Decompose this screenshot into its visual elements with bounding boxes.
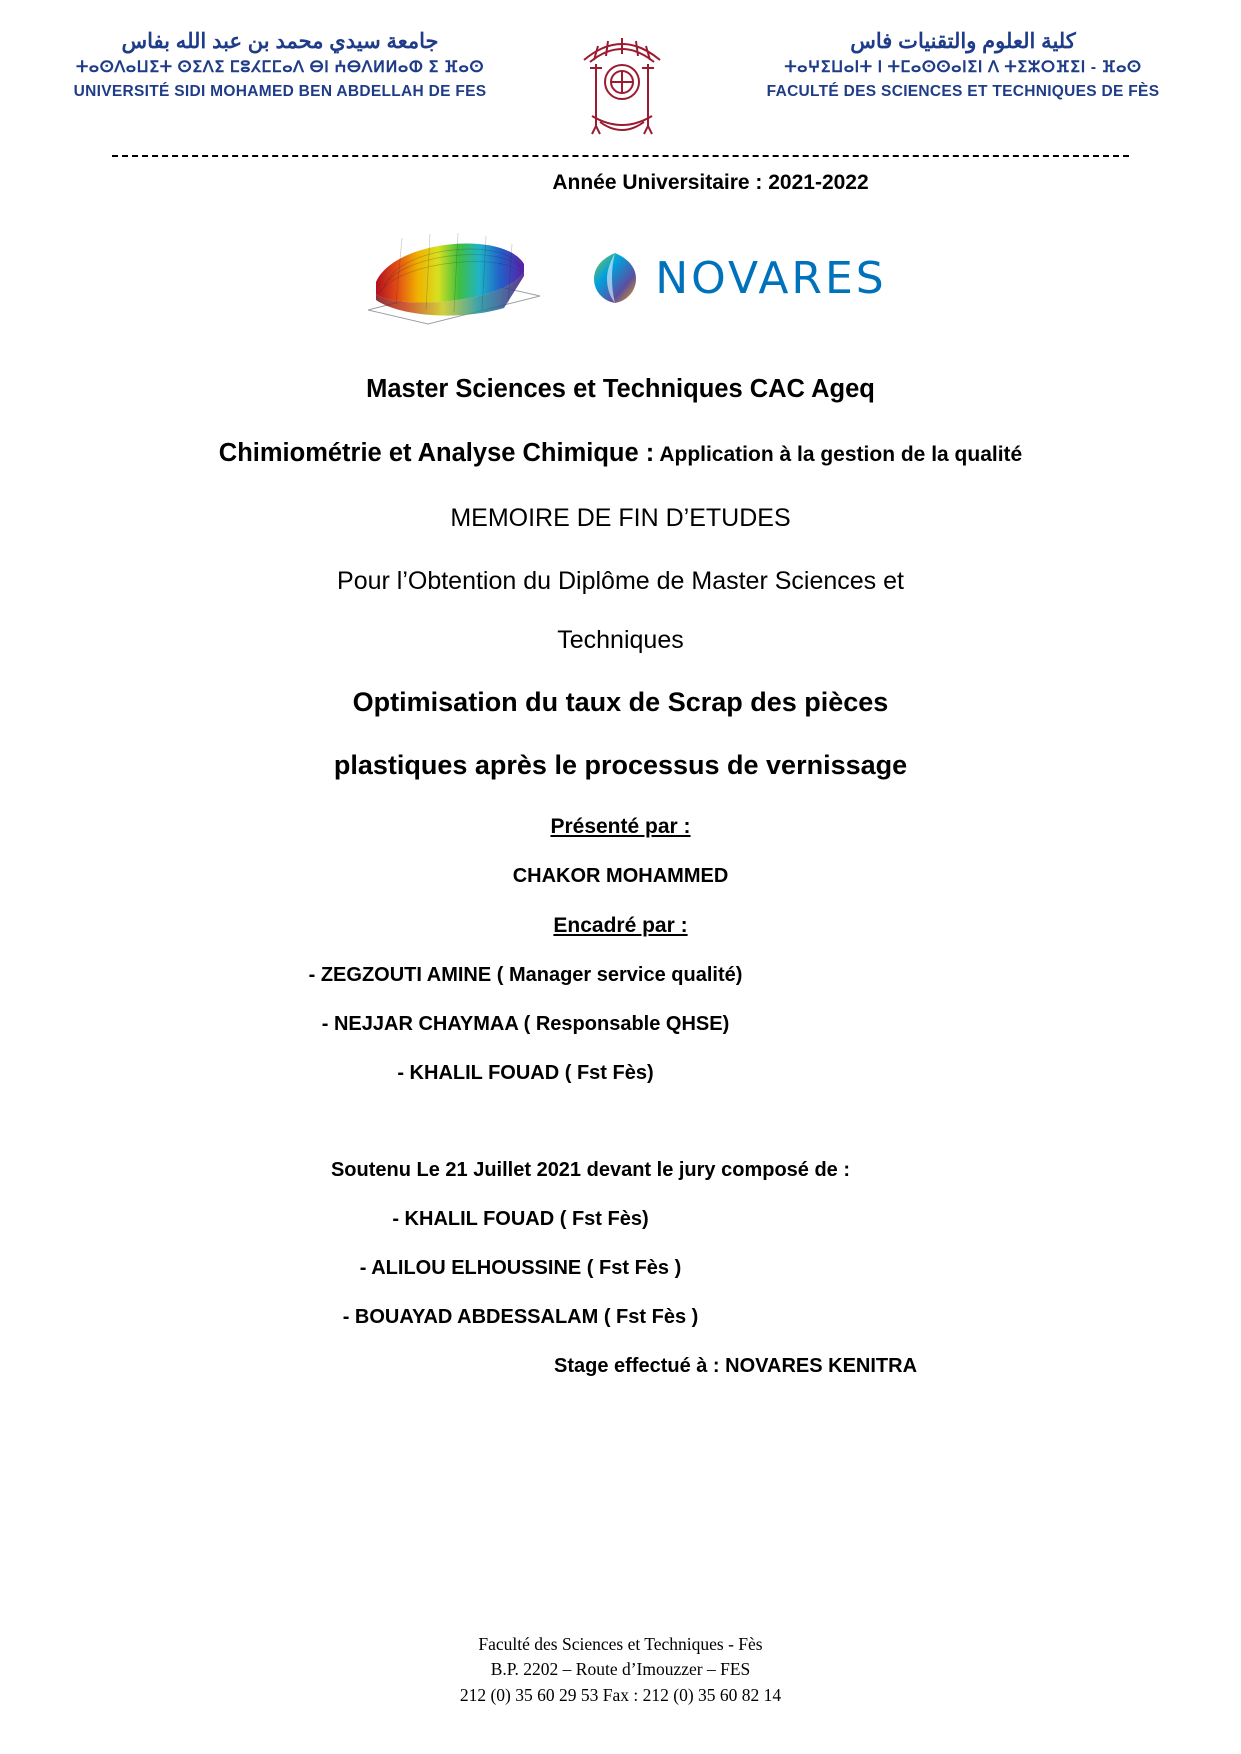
specialty-title xyxy=(60,438,1181,467)
list-item: - KHALIL FOUAD ( Fst Fès) xyxy=(397,1062,654,1084)
novares-mark-icon xyxy=(589,250,641,306)
university-name-french: UNIVERSITÉ SIDI MOHAMED BEN ABDELLAH DE FES xyxy=(73,83,487,101)
degree-purpose-line1: Pour l’Obtention du Diplôme de Master Sciences et xyxy=(337,567,904,595)
defense-intro: Soutenu Le 21 Juillet 2021 devant le jury composé de : xyxy=(330,1159,851,1181)
supervisor-list xyxy=(60,964,1181,1085)
faculty-name-arabic: كلية العلوم والتقنيات فاس xyxy=(850,30,1076,53)
internship-location: Stage effectué à : NOVARES KENITRA xyxy=(553,1355,918,1377)
footer-line-1: Faculté des Sciences et Techniques - Fès xyxy=(478,1633,763,1654)
university-name-tifinagh: ⵜⴰⵙⴷⴰⵡⵉⵜ ⵙⵉⴷⵉ ⵎⵓⵃⵎⵎⴰⴷ ⴱⵏ ⵄⴱⴷⵍⵍⴰⵀ ⵉ ⴼⴰⵙ xyxy=(75,59,485,77)
footer-line-3: 212 (0) 35 60 29 53 Fax : 212 (0) 35 60 82 14 xyxy=(459,1684,782,1705)
jury-list xyxy=(60,1208,1181,1329)
thesis-subject-line2: plastiques après le processus de vernissage xyxy=(333,750,908,780)
surface-plot-logo xyxy=(354,224,549,332)
list-item: - ZEGZOUTI AMINE ( Manager service qualité) xyxy=(308,964,743,986)
list-item: - KHALIL FOUAD ( Fst Fès) xyxy=(392,1208,649,1230)
university-name-arabic: جامعة سيدي محمد بن عبد الله بفاس xyxy=(121,30,439,53)
header-divider xyxy=(112,155,1129,157)
academic-year: Année Universitaire : 2021-2022 xyxy=(552,171,869,194)
document-type: MEMOIRE DE FIN D’ETUDES xyxy=(450,504,791,532)
logo-row xyxy=(60,223,1181,333)
page-footer xyxy=(0,1632,1241,1708)
list-item: - BOUAYAD ABDESSALAM ( Fst Fès ) xyxy=(342,1306,699,1328)
novares-logo xyxy=(589,250,886,306)
list-item: - NEJJAR CHAYMAA ( Responsable QHSE) xyxy=(321,1013,730,1035)
header-faculty-block xyxy=(753,28,1173,104)
author-name: CHAKOR MOHAMMED xyxy=(512,865,729,887)
supervised-by-label: Encadré par : xyxy=(553,914,688,937)
list-item: - ALILOU ELHOUSSINE ( Fst Fès ) xyxy=(359,1257,682,1279)
page-header xyxy=(60,20,1181,145)
program-title: Master Sciences et Techniques CAC Ageq xyxy=(366,375,875,403)
thesis-subject-line1: Optimisation du taux de Scrap des pièces xyxy=(352,687,889,717)
header-university-block xyxy=(70,28,490,104)
presented-by-label: Présenté par : xyxy=(550,815,691,838)
specialty-title-bold: Chimiométrie et Analyse Chimique : xyxy=(218,438,655,467)
university-emblem xyxy=(562,30,682,145)
footer-line-2: B.P. 2202 – Route d’Imouzzer – FES xyxy=(490,1659,751,1680)
degree-purpose-line2: Techniques xyxy=(557,626,684,654)
faculty-name-french: FACULTÉ DES SCIENCES ET TECHNIQUES DE FÈS xyxy=(766,83,1160,101)
novares-wordmark: NOVARES xyxy=(655,252,887,304)
specialty-title-sub: Application à la gestion de la qualité xyxy=(654,442,1023,466)
faculty-name-tifinagh: ⵜⴰⵖⵉⵡⴰⵏⵜ ⵏ ⵜⵎⴰⵙⵙⴰⵏⵉⵏ ⴷ ⵜⵉⵣⵔⴼⵉⵏ - ⴼⴰⵙ xyxy=(784,59,1142,77)
